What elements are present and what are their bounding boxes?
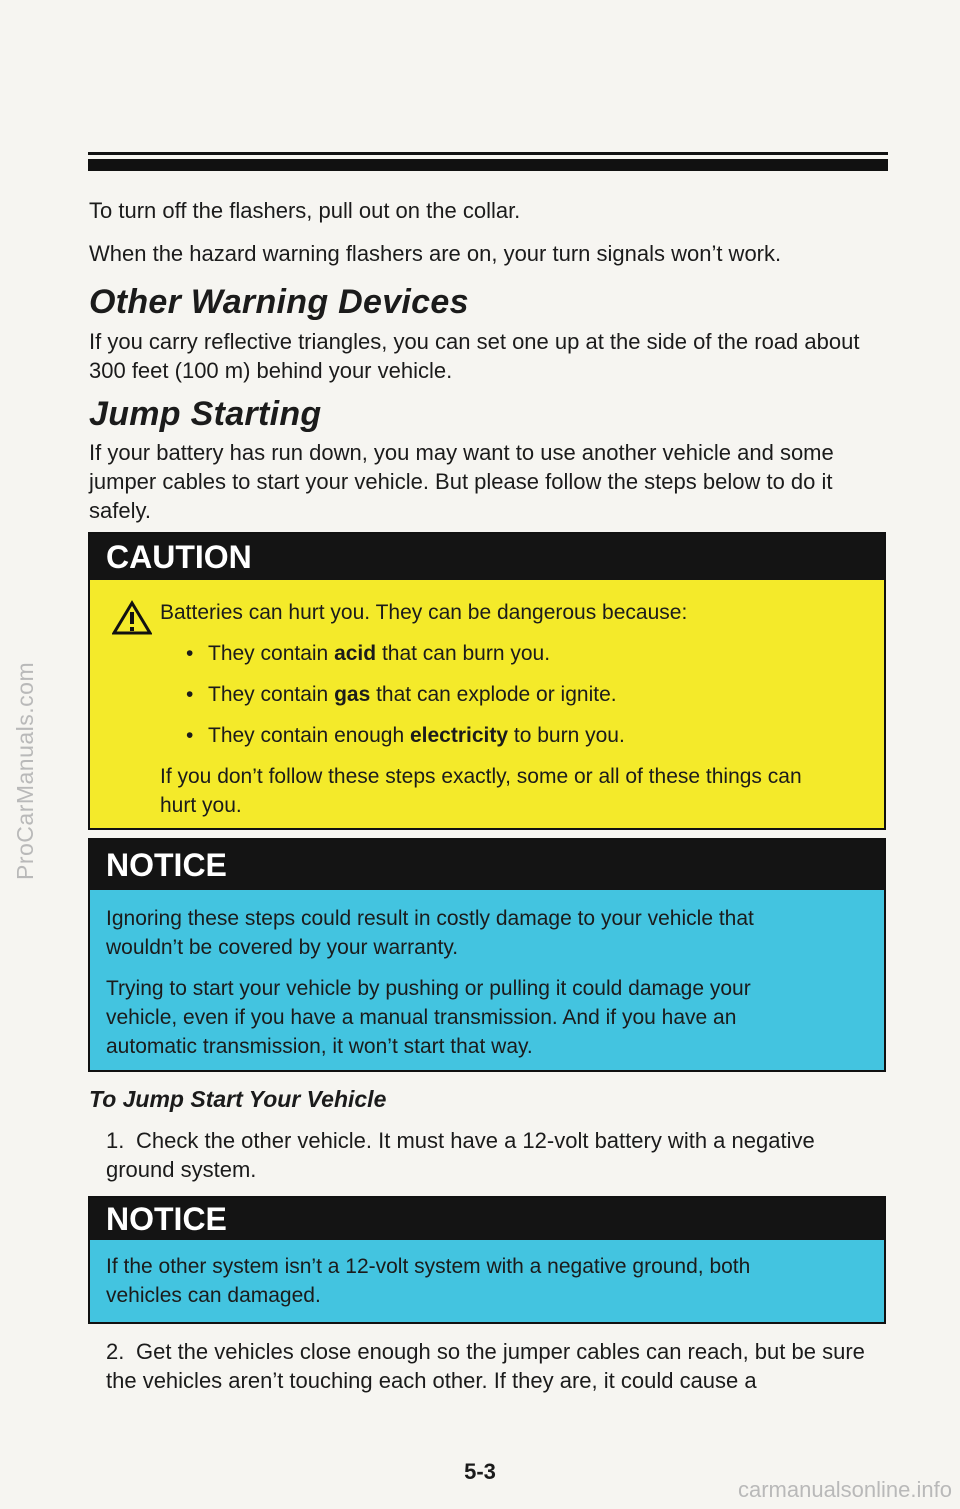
caution-bullets — [186, 639, 844, 750]
notice-header-2: NOTICE — [90, 1198, 884, 1240]
notice-box-2 — [88, 1196, 886, 1324]
footer-watermark: carmanualsonline.info — [737, 1477, 952, 1502]
top-rule-thick — [88, 159, 888, 171]
caution-bullet: • They contain acid that can burn you. — [186, 639, 844, 668]
step-2-number: 2. — [106, 1339, 125, 1364]
step-1-text: Check the other vehicle. It must have a 12-volt battery with a negative ground system. — [106, 1128, 815, 1182]
notice-1-paragraph-2: Trying to start your vehicle by pushing or pulling it could damage your vehicle, even if you have a manual transmission. And if you have an automatic transmission, it won’t start that way. — [106, 977, 751, 1058]
side-watermark: ProCarManuals.com — [12, 661, 38, 880]
jump-starting-body: If your battery has run down, you may want to use another vehicle and some jumper cables to start your vehicle. But please follow the steps below to do it safely. — [89, 440, 834, 523]
caution-bullet: • They contain enough electricity to burn you. — [186, 721, 844, 750]
jump-starting-heading: Jump Starting — [89, 395, 322, 433]
notice-body-2 — [90, 1240, 884, 1322]
intro-line-2: When the hazard warning flashers are on, your turn signals won’t work. — [89, 241, 782, 266]
step-1 — [106, 1126, 866, 1184]
notice-box-1 — [88, 838, 886, 1072]
step-2-text: Get the vehicles close enough so the jumper cables can reach, but be sure the vehicles aren’t touching each other. If they are, it could cause a — [106, 1339, 865, 1393]
intro-line-1: To turn off the flashers, pull out on the collar. — [89, 198, 521, 223]
page-number: 5-3 — [464, 1459, 496, 1484]
caution-header: CAUTION — [90, 534, 884, 580]
notice-header-1: NOTICE — [90, 840, 884, 890]
notice-2-paragraph-1: If the other system isn’t a 12-volt system with a negative ground, both vehicles can damaged. — [106, 1255, 751, 1307]
caution-box — [88, 532, 886, 830]
other-warning-body: If you carry reflective triangles, you can set one up at the side of the road about 300 feet (100 m) behind your vehicle. — [89, 329, 860, 383]
top-rule-thin — [88, 152, 888, 155]
notice-1-paragraph-1: Ignoring these steps could result in costly damage to your vehicle that wouldn’t be covered by your warranty. — [106, 907, 754, 959]
step-1-number: 1. — [106, 1128, 125, 1153]
caution-bullet: • They contain gas that can explode or ignite. — [186, 680, 844, 709]
other-warning-heading: Other Warning Devices — [89, 283, 469, 321]
caution-closing: If you don’t follow these steps exactly, some or all of these things can hurt you. — [160, 765, 802, 817]
step-2 — [106, 1337, 866, 1395]
caution-body — [90, 580, 884, 828]
warning-triangle-icon — [112, 600, 152, 636]
procedure-heading: To Jump Start Your Vehicle — [89, 1086, 387, 1112]
caution-lead: Batteries can hurt you. They can be dangerous because: — [160, 601, 688, 624]
notice-body-1 — [90, 890, 884, 1070]
